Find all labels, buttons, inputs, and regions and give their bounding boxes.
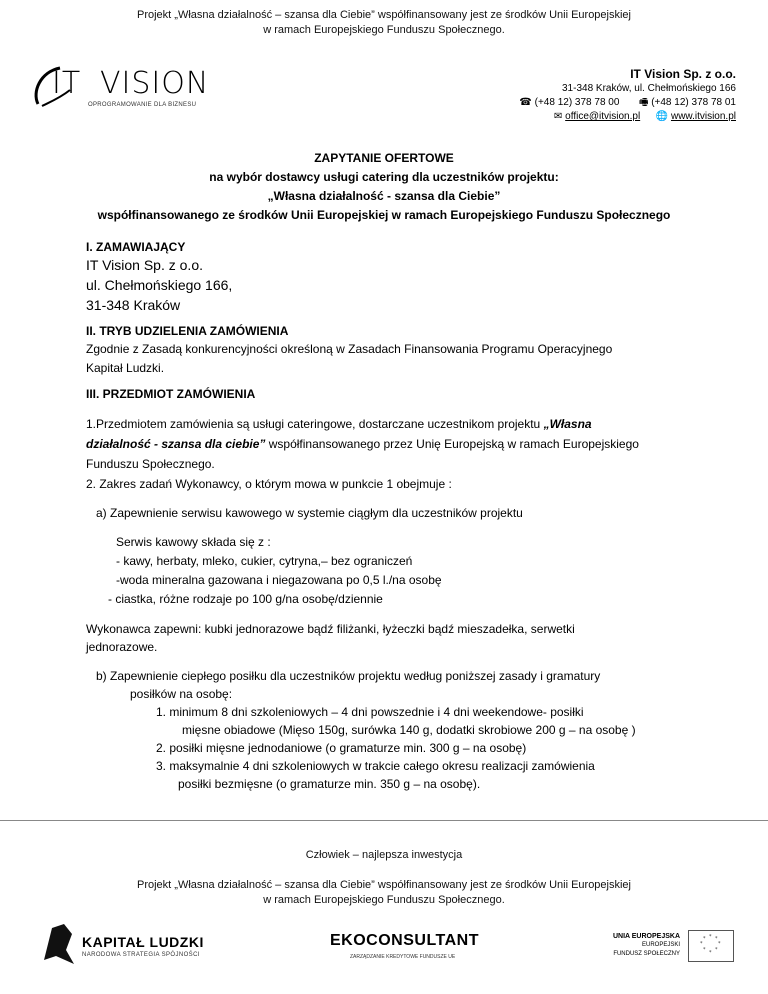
- svg-text:*: *: [718, 941, 721, 947]
- globe-icon: 🌐: [655, 111, 671, 122]
- item-b-1: 1. minimum 8 dni szkoleniowych – 4 dni powszednie i 4 dni weekendowe- posiłki: [156, 705, 584, 719]
- item-b-1-cont: mięsne obiadowe (Mięso 150g, surówka 140 g, dodatki skrobiowe 200 g – na osobę ): [182, 723, 636, 737]
- section-2-line-2: Kapitał Ludzki.: [86, 361, 165, 375]
- svg-text:*: *: [700, 941, 703, 947]
- header-line-1: Projekt „Własna działalność – szansa dla Ciebie” współfinansowany jest ze środków Unii Europejskiej: [136, 9, 631, 21]
- wykonawca-line-2: jednorazowe.: [86, 640, 158, 654]
- section-2-line-1: Zgodnie z Zasadą konkurencyjności określoną w Zasadach Finansowania Programu Operacyjnego: [86, 342, 613, 356]
- client-street: ul. Chełmońskiego 166,: [86, 277, 233, 293]
- doc-title-project: „Własna działalność - szansa dla Ciebie”: [267, 189, 501, 203]
- svg-text:*: *: [715, 936, 718, 942]
- serwis-line-3: -woda mineralna gazowana i niegazowana po 0,5 l./na osobę: [116, 573, 442, 587]
- company-info: [519, 66, 736, 124]
- footer-divider: [0, 820, 768, 821]
- eko-sub: ZARZĄDZANIE KREDYTOWE FUNDUSZE UE: [350, 954, 456, 960]
- serwis-line-2: - kawy, herbaty, mleko, cukier, cytryna,– bez ograniczeń: [116, 554, 413, 568]
- logo-it-text: IT: [52, 66, 82, 101]
- logo-vision-text: VISION: [100, 66, 210, 101]
- eu-logo: [612, 930, 742, 970]
- section-3-para-2: 2. Zakres zadań Wykonawcy, o którym mowa w punkcie 1 obejmuje :: [86, 477, 452, 491]
- section-3-heading: III. PRZEDMIOT ZAMÓWIENIA: [86, 387, 256, 401]
- kl-sub: NARODOWA STRATEGIA SPÓJNOŚCI: [82, 952, 200, 958]
- footer-line-1: Projekt „Własna działalność – szansa dla Ciebie” współfinansowany jest ze środków Unii Europejskiej: [136, 879, 631, 891]
- company-address: 31-348 Kraków, ul. Chełmońskiego 166: [562, 83, 736, 94]
- eko-name: EKOCONSULTANT: [330, 932, 480, 949]
- eu-stars-icon: [689, 931, 733, 961]
- svg-text:*: *: [715, 947, 718, 953]
- company-fax: (+48 12) 378 78 01: [651, 97, 736, 108]
- kl-name: KAPITAŁ LUDZKI: [82, 934, 204, 950]
- company-name: IT Vision Sp. z o.o.: [630, 67, 736, 81]
- serwis-line-1: Serwis kawowy składa się z :: [116, 535, 271, 549]
- client-name: IT Vision Sp. z o.o.: [86, 257, 203, 273]
- company-phone: (+48 12) 378 78 00: [534, 97, 620, 108]
- serwis-line-4: - ciastka, różne rodzaje po 100 g/na osobę/dziennie: [108, 592, 383, 606]
- item-b-line-2: posiłków na osobę:: [130, 687, 233, 701]
- item-b: b) Zapewnienie ciepłego posiłku dla uczestników projektu według poniższej zasady i gramatury: [96, 669, 601, 683]
- logo-tagline: OPROGRAMOWANIE DLA BIZNESU: [88, 102, 197, 108]
- svg-text:*: *: [709, 950, 712, 956]
- kapital-ludzki-logo: [38, 920, 238, 970]
- company-email-link[interactable]: office@itvision.pl: [565, 111, 641, 122]
- mail-icon: ✉: [554, 111, 566, 122]
- svg-text:*: *: [703, 947, 706, 953]
- eu-line-3: FUNDUSZ SPOŁECZNY: [613, 951, 680, 957]
- doc-title: ZAPYTANIE OFERTOWE: [314, 151, 454, 165]
- item-a: a) Zapewnienie serwisu kawowego w systemie ciągłym dla uczestników projektu: [96, 506, 523, 520]
- ekoconsultant-logo: [330, 932, 480, 972]
- eu-line-1: UNIA EUROPEJSKA: [612, 933, 680, 940]
- header-line-2: w ramach Europejskiego Funduszu Społecznego.: [263, 24, 505, 36]
- footer-line-2: w ramach Europejskiego Funduszu Społecznego.: [263, 894, 505, 906]
- section-3-para-1c: Funduszu Społecznego.: [86, 457, 215, 471]
- section-3-para-1b: działalność - szansa dla ciebie” współfinansowanego przez Unię Europejską w ramach Europejskiego: [86, 437, 639, 451]
- company-links: [519, 110, 736, 124]
- svg-text:*: *: [709, 934, 712, 940]
- section-3-para-1: 1.Przedmiotem zamówienia są usługi cateringowe, dostarczane uczestnikom projektu „Własna: [86, 417, 592, 431]
- kapital-ludzki-emblem-icon: [38, 920, 78, 968]
- wykonawca-line-1: Wykonawca zapewni: kubki jednorazowe bądź filiżanki, łyżeczki bądź mieszadełka, serwetki: [86, 622, 575, 636]
- company-web-link[interactable]: www.itvision.pl: [670, 111, 736, 122]
- item-b-2: 2. posiłki mięsne jednodaniowe (o gramaturze min. 300 g – na osobę): [156, 741, 527, 755]
- eu-text: [612, 932, 680, 959]
- item-b-3-cont: posiłki bezmięsne (o gramaturze min. 350 g – na osobę).: [178, 777, 481, 791]
- eu-line-2: EUROPEJSKI: [641, 942, 680, 948]
- client-city: 31-348 Kraków: [86, 297, 181, 313]
- doc-title-line-2: na wybór dostawcy usługi catering dla uczestników projektu:: [209, 170, 559, 184]
- eu-flag-icon: [688, 930, 734, 962]
- doc-title-line-4: współfinansowanego ze środków Unii Europejskiej w ramach Europejskiego Funduszu Społecznego: [97, 208, 671, 222]
- phone-icon: ☎: [519, 97, 535, 108]
- item-b-3: 3. maksymalnie 4 dni szkoleniowych w trakcie całego okresu realizacji zamówienia: [156, 759, 595, 773]
- section-2-heading: II. TRYB UDZIELENIA ZAMÓWIENIA: [86, 324, 289, 338]
- footer-slogan: Człowiek – najlepsza inwestycja: [305, 849, 463, 861]
- fax-icon: 🖷: [638, 97, 652, 108]
- svg-text:*: *: [703, 936, 706, 942]
- it-vision-logo: [30, 62, 210, 112]
- company-contacts: [519, 96, 736, 110]
- section-1-heading: I. ZAMAWIAJĄCY: [86, 240, 186, 254]
